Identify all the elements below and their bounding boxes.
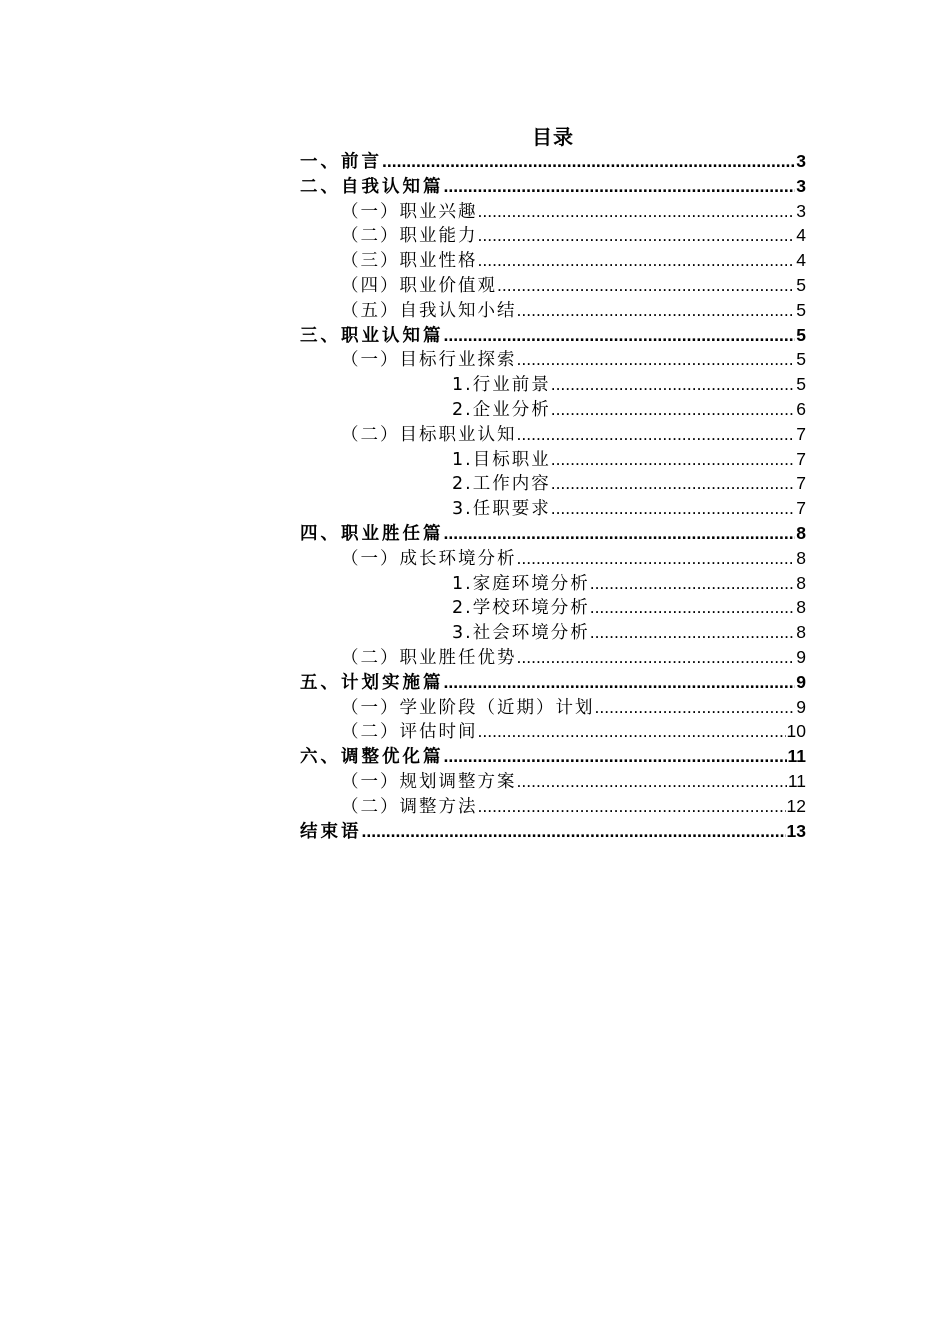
toc-entry-title: （三）职业性格 (341, 251, 478, 272)
toc-entry-title: 2.学校环境分析 (452, 598, 590, 619)
toc-entry-title: 二、自我认知篇 (300, 176, 444, 197)
toc-page-number: 12 (786, 795, 806, 816)
toc-entry-title: 1.家庭环境分析 (452, 573, 590, 594)
toc-dot-leader (551, 372, 796, 397)
toc-dot-leader (517, 769, 787, 794)
toc-entry[interactable] (300, 645, 806, 670)
toc-page-number: 9 (796, 696, 806, 717)
toc-dot-leader (382, 149, 795, 174)
toc-page-number: 7 (796, 498, 806, 519)
toc-page-number: 11 (787, 770, 806, 791)
toc-page-number: 3 (796, 175, 806, 196)
toc-dot-leader (517, 298, 796, 323)
toc-page-number: 5 (796, 274, 806, 295)
toc-dot-leader (517, 546, 796, 571)
toc-page-number: 13 (786, 820, 806, 841)
toc-dot-leader (478, 248, 796, 273)
toc-entry[interactable] (300, 521, 806, 546)
toc-dot-leader (517, 347, 796, 372)
toc-page-number: 5 (796, 299, 806, 320)
toc-entry[interactable] (300, 819, 806, 844)
toc-page-number: 3 (796, 200, 806, 221)
toc-entry-title: 四、职业胜任篇 (300, 523, 444, 544)
toc-page-number: 4 (796, 225, 806, 246)
toc-entry[interactable] (300, 347, 806, 372)
toc-page-number: 6 (796, 398, 806, 419)
toc-dot-leader (478, 199, 796, 224)
toc-page-number: 8 (796, 572, 806, 593)
toc-dot-leader (517, 422, 796, 447)
toc-entry[interactable] (300, 595, 806, 620)
toc-dot-leader (444, 323, 796, 348)
toc-entry[interactable] (300, 298, 806, 323)
toc-dot-leader (517, 645, 796, 670)
toc-entry[interactable] (300, 744, 806, 769)
toc-entry[interactable] (300, 397, 806, 422)
toc-entry-title: （一）学业阶段（近期）计划 (341, 697, 595, 718)
toc-entry-title: 3.任职要求 (452, 499, 551, 520)
toc-entry-title: （五）自我认知小结 (341, 300, 517, 321)
toc-entry-title: 2.企业分析 (452, 399, 551, 420)
toc-entry[interactable] (300, 546, 806, 571)
toc-page-number: 8 (796, 547, 806, 568)
toc-dot-leader (444, 521, 796, 546)
toc-entry-title: （二）目标职业认知 (341, 424, 517, 445)
toc-entry[interactable] (300, 471, 806, 496)
toc-page-number: 3 (796, 151, 806, 171)
toc-entry-title: 五、计划实施篇 (300, 672, 444, 693)
toc-entry-title: （一）目标行业探索 (341, 350, 517, 371)
toc-entry[interactable] (300, 372, 806, 397)
toc-entry-title: 一、前言 (300, 152, 382, 172)
toc-entry-title: 结束语 (300, 821, 362, 842)
toc-dot-leader (551, 496, 796, 521)
toc-dot-leader (478, 719, 786, 744)
toc-dot-leader (497, 273, 795, 298)
toc-title: 目录 (532, 125, 574, 149)
toc-entry[interactable] (300, 248, 806, 273)
toc-entry-title: （二）职业能力 (341, 226, 478, 247)
toc-entry-title: 1.行业前景 (452, 375, 551, 396)
toc-entry-title: 三、职业认知篇 (300, 325, 444, 346)
toc-page-number: 5 (796, 374, 806, 395)
toc-entry[interactable] (300, 670, 806, 695)
toc-page-number: 11 (787, 746, 806, 767)
toc-dot-leader (551, 447, 796, 472)
toc-page-number: 8 (796, 597, 806, 618)
toc-entry-title: （一）成长环境分析 (341, 548, 517, 569)
toc-entry-title: （二）职业胜任优势 (341, 647, 517, 668)
toc-entry-title: （一）职业兴趣 (341, 201, 478, 222)
toc-page-number: 7 (796, 473, 806, 494)
toc-entry-title: 1.目标职业 (452, 449, 551, 470)
toc-entry-title: （一）规划调整方案 (341, 771, 517, 792)
toc-page-number: 8 (796, 622, 806, 643)
toc-dot-leader (362, 819, 786, 844)
toc-entry[interactable] (300, 174, 806, 199)
toc-dot-leader (590, 595, 796, 620)
toc-dot-leader (590, 620, 796, 645)
table-of-contents (300, 149, 806, 843)
toc-dot-leader (551, 397, 796, 422)
toc-dot-leader (478, 223, 796, 248)
toc-entry[interactable] (300, 422, 806, 447)
toc-entry-title: （二）评估时间 (341, 722, 478, 743)
toc-entry-title: 2.工作内容 (452, 474, 551, 495)
toc-page-number: 9 (796, 646, 806, 667)
toc-page-number: 9 (796, 671, 806, 692)
toc-entry[interactable] (300, 273, 806, 298)
toc-page-number: 7 (796, 448, 806, 469)
toc-page-number: 5 (796, 324, 806, 345)
toc-page-number: 8 (796, 522, 806, 543)
toc-entry[interactable] (300, 620, 806, 645)
toc-entry[interactable] (300, 447, 806, 472)
toc-entry-title: （四）职业价值观 (341, 275, 497, 296)
toc-entry[interactable] (300, 496, 806, 521)
toc-dot-leader (478, 794, 786, 819)
toc-page-number: 5 (796, 349, 806, 370)
toc-dot-leader (444, 174, 796, 199)
toc-dot-leader (590, 571, 796, 596)
toc-page-number: 4 (796, 250, 806, 271)
toc-entry[interactable] (300, 223, 806, 248)
toc-dot-leader (444, 744, 787, 769)
toc-entry[interactable] (300, 794, 806, 819)
toc-entry[interactable] (300, 571, 806, 596)
toc-entry[interactable] (300, 323, 806, 348)
toc-entry[interactable] (300, 149, 806, 174)
toc-entry[interactable] (300, 695, 806, 720)
toc-page-number: 10 (786, 721, 806, 742)
toc-entry-title: 3.社会环境分析 (452, 623, 590, 644)
toc-dot-leader (444, 670, 796, 695)
toc-entry[interactable] (300, 769, 806, 794)
toc-entry-title: （二）调整方法 (341, 796, 478, 817)
toc-entry[interactable] (300, 199, 806, 224)
toc-entry[interactable] (300, 719, 806, 744)
toc-entry-title: 六、调整优化篇 (300, 747, 444, 768)
toc-dot-leader (551, 471, 796, 496)
toc-page-number: 7 (796, 423, 806, 444)
toc-dot-leader (595, 695, 796, 720)
